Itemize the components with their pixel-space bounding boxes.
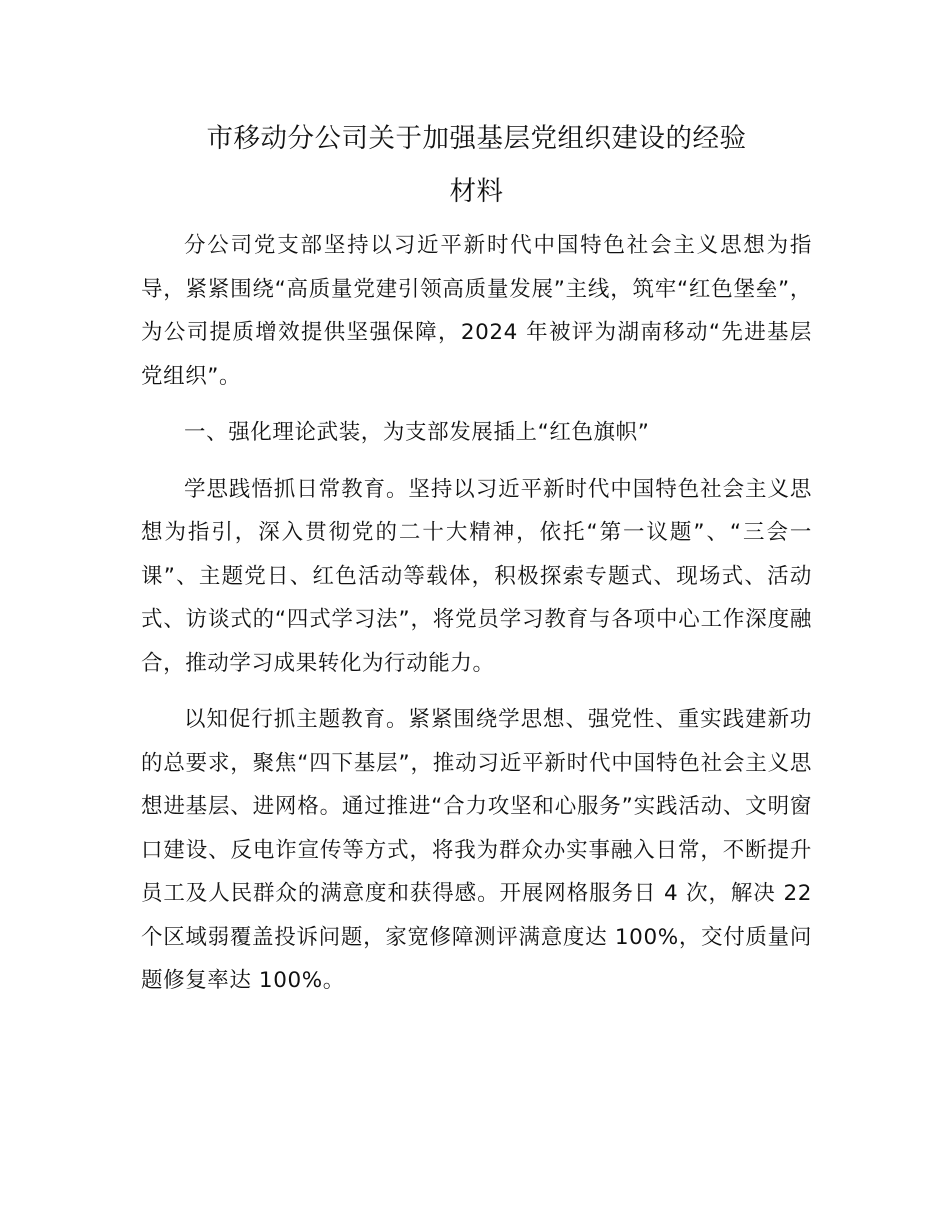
- section-1-paragraph-2: 以知促行抓主题教育。紧紧围绕学思想、强党性、重实践建新功的总要求，聚焦“四下基层”，推动习近平新时代中国特色社会主义思想进基层、进网格。通过推进“合力攻坚和心服务”实践活动、文明窗口建设、反电诈宣传等方式，将我为群众办实事融入日常，不断提升员工及人民群众的满意度和获得感。开展网格服务日 4 次，解决 22 个区域弱覆盖投诉问题，家宽修障测评满意度达 100%，交付质量问题修复率达 100%。: [141, 707, 812, 993]
- document-title-line-1: 市移动分公司关于加强基层党组织建设的经验: [206, 123, 747, 154]
- intro-paragraph: 分公司党支部坚持以习近平新时代中国特色社会主义思想为指导，紧紧围绕“高质量党建引领高质量发展”主线，筑牢“红色堡垒”，为公司提质增效提供坚强保障，2024 年被评为湖南移动“先进基层党组织”。: [141, 233, 812, 389]
- section-1-heading: 一、强化理论武装，为支部发展插上“红色旗帜”: [184, 420, 650, 445]
- document-title-line-2: 材料: [449, 176, 504, 207]
- section-1-paragraph-1: 学思践悟抓日常教育。坚持以习近平新时代中国特色社会主义思想为指引，深入贯彻党的二十大精神，依托“第一议题”、“三会一课”、主题党日、红色活动等载体，积极探索专题式、现场式、活动式、访谈式的“四式学习法”，将党员学习教育与各项中心工作深度融合，推动学习成果转化为行动能力。: [141, 476, 812, 676]
- document-title: [141, 112, 812, 218]
